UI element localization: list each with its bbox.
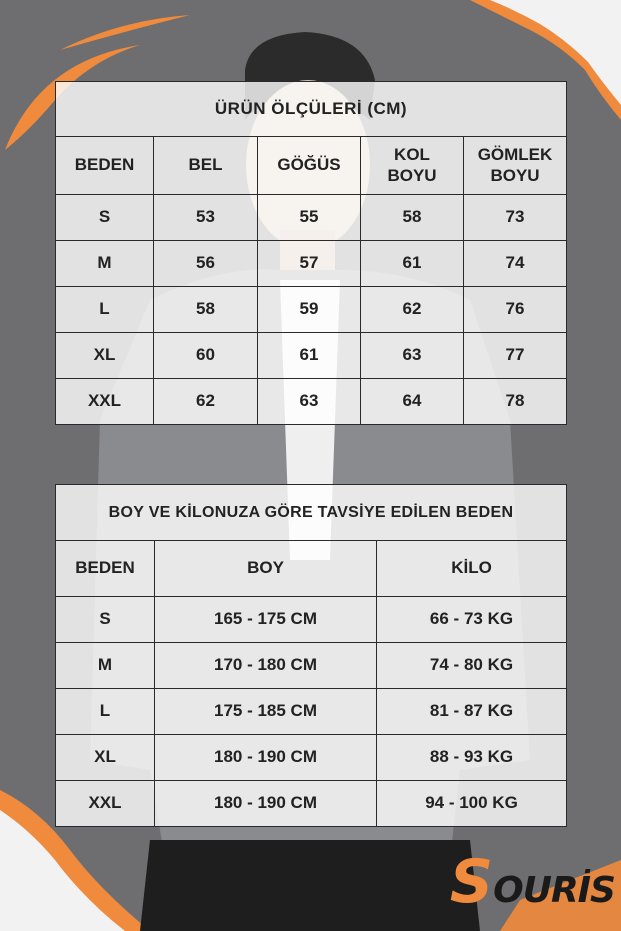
header-gomlek-boyu: GÖMLEK BOYU (464, 137, 567, 195)
souris-logo (450, 847, 615, 917)
header-kilo: KİLO (377, 541, 567, 597)
cell: L (56, 689, 155, 735)
cell: S (56, 195, 154, 241)
header-beden: BEDEN (56, 137, 154, 195)
cell: 175 - 185 CM (155, 689, 377, 735)
table-row (56, 333, 567, 379)
cell: 180 - 190 CM (155, 735, 377, 781)
cell: 58 (361, 195, 464, 241)
cell: 57 (258, 241, 361, 287)
cell: L (56, 287, 154, 333)
cell: 165 - 175 CM (155, 597, 377, 643)
cell: 88 - 93 KG (377, 735, 567, 781)
cell: 180 - 190 CM (155, 781, 377, 827)
header-boy: BOY (155, 541, 377, 597)
cell: 66 - 73 KG (377, 597, 567, 643)
cell: XXL (56, 781, 155, 827)
cell: 77 (464, 333, 567, 379)
cell: 73 (464, 195, 567, 241)
table-row (56, 643, 567, 689)
header-kol-boyu: KOL BOYU (361, 137, 464, 195)
cell: 78 (464, 379, 567, 425)
table1-title: ÜRÜN ÖLÇÜLERİ (CM) (56, 82, 567, 137)
cell: 55 (258, 195, 361, 241)
cell: 74 (464, 241, 567, 287)
table2-title: BOY VE KİLONUZA GÖRE TAVSİYE EDİLEN BEDEN (56, 485, 567, 541)
header-beden: BEDEN (56, 541, 155, 597)
cell: M (56, 241, 154, 287)
cell: 58 (154, 287, 258, 333)
cell: XL (56, 735, 155, 781)
product-measurements-table (55, 81, 567, 425)
cell: M (56, 643, 155, 689)
table-row (56, 735, 567, 781)
table-row (56, 689, 567, 735)
cell: 61 (361, 241, 464, 287)
cell: 64 (361, 379, 464, 425)
table-row (56, 287, 567, 333)
logo-text: OURİS (493, 870, 615, 911)
recommended-size-table (55, 484, 567, 827)
cell: 63 (258, 379, 361, 425)
cell: XXL (56, 379, 154, 425)
cell: 53 (154, 195, 258, 241)
logo-initial: S (449, 847, 494, 917)
cell: 76 (464, 287, 567, 333)
table-row (56, 241, 567, 287)
cell: XL (56, 333, 154, 379)
cell: 56 (154, 241, 258, 287)
cell: 170 - 180 CM (155, 643, 377, 689)
header-gogus: GÖĞÜS (258, 137, 361, 195)
cell: S (56, 597, 155, 643)
cell: 63 (361, 333, 464, 379)
cell: 61 (258, 333, 361, 379)
cell: 60 (154, 333, 258, 379)
table-row (56, 597, 567, 643)
cell: 81 - 87 KG (377, 689, 567, 735)
table-row (56, 781, 567, 827)
cell: 62 (361, 287, 464, 333)
header-bel: BEL (154, 137, 258, 195)
cell: 74 - 80 KG (377, 643, 567, 689)
cell: 62 (154, 379, 258, 425)
cell: 59 (258, 287, 361, 333)
cell: 94 - 100 KG (377, 781, 567, 827)
table-row (56, 195, 567, 241)
table-row (56, 379, 567, 425)
